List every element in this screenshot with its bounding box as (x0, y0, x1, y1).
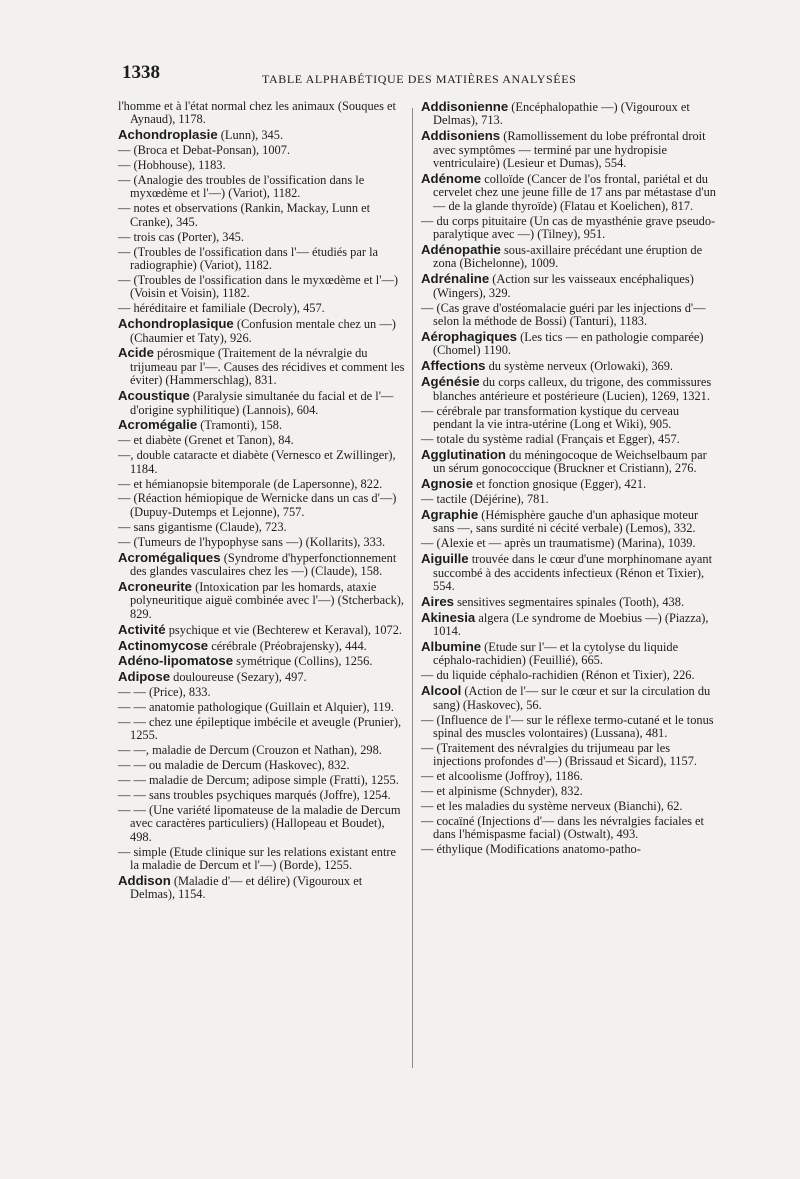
index-entry: — — (Price), 833. (118, 685, 211, 700)
index-headword: Achondroplasie (118, 127, 218, 143)
index-entry: — (Réaction hémiopique de Wernicke dans un cas d'—) (Dupuy-Dutemps et Lejonne), 757. (118, 491, 397, 519)
index-entry: Actinomycose cérébrale (Préobrajensky), 444. (118, 637, 367, 653)
index-entry: Agénésie du corps calleux, du trigone, des commissures blanches antérieure et postérieure (Lucien), 1269, 1321. (421, 374, 712, 403)
index-headword: Albumine (421, 639, 482, 655)
index-entry: — cocaïné (Injections d'— dans les névralgies faciales et dans l'hémispasme facial) (Ostwalt), 493. (421, 813, 704, 842)
index-column-left (118, 100, 408, 903)
index-entry: Adénopathie sous-axillaire précédant une éruption de zona (Bichelonne), 1009. (421, 242, 703, 271)
index-entry: — et les maladies du système nerveux (Bianchi), 62. (421, 799, 683, 813)
index-headword: Adrénaline (421, 271, 490, 287)
index-headword: Actinomycose (118, 637, 209, 653)
index-entry: — —, maladie de Dercum (Crouzon et Nathan), 298. (118, 743, 382, 758)
index-entry: Acide pérosmique (Traitement de la névralgie du trijumeau par l'—. Causes des récidives et comment les éviter) (Hammerschlag), 831. (118, 345, 405, 388)
index-headword: Addisonienne (421, 99, 509, 114)
index-headword: Aiguille (421, 551, 469, 567)
index-entry: — — sans troubles psychiques marqués (Joffre), 1254. (118, 788, 391, 803)
index-entry: — (Influence de l'— sur le réflexe termo-cutané et le tonus spinal des muscles volontaires) (Lussana), 481. (421, 712, 714, 740)
index-entry: — — (Une variété lipomateuse de la maladie de Dercum avec caractères particuliers) (Hallopeau et Boudet), 498. (118, 803, 401, 844)
index-headword: Aires (421, 593, 454, 609)
index-entry: — cérébrale par transformation kystique du cerveau pendant la vie intra-utérine (Long et Wiki), 905. (421, 403, 680, 431)
index-entry: Akinesia algera (Le syndrome de Moebius —) (Piazza), 1014. (421, 609, 709, 639)
index-entry: Aérophagiques (Les tics — en pathologie comparée) (Chomel) 1190. (421, 329, 704, 358)
index-entry: — (Hobhouse), 1183. (118, 158, 226, 173)
index-entry: Acoustique (Paralysie simultanée du facial et de l'— d'origine syphilitique) (Lannois), 604. (118, 388, 394, 417)
index-entry: Agnosie et fonction gnosique (Egger), 421. (421, 476, 647, 492)
index-entry: — et hémianopsie bitemporale (de Lapersonne), 822. (118, 476, 383, 491)
index-entry: — du corps pituitaire (Un cas de myasthénie grave pseudo-paralytique avec —) (Tilney), 951. (421, 213, 716, 242)
index-entry: — totale du système radial (Français et Egger), 457. (421, 431, 680, 446)
index-entry: Adipose douloureuse (Sezary), 497. (118, 669, 307, 685)
index-entry: Addisoniens (Ramollissement du lobe préfrontal droit avec symptômes — terminé par une hydropisie ventriculaire) (Lesieur et Dumas), 554. (421, 128, 706, 171)
index-entry: Aires sensitives segmentaires spinales (Tooth), 438. (421, 593, 685, 609)
index-entry: l'homme et à l'état normal chez les animaux (Souques et Aynaud), 1178. (118, 99, 397, 127)
index-entry: — notes et observations (Rankin, Mackay, Lunn et Cranke), 345. (118, 201, 371, 229)
index-headword: Adéno-lipomatose (118, 653, 234, 669)
index-entry: Activité psychique et vie (Bechterew et Keraval), 1072. (118, 621, 403, 637)
index-headword: Addison (118, 873, 171, 889)
index-headword: Activité (118, 621, 166, 637)
index-entry: Adénome colloïde (Cancer de l'os frontal, pariétal et du cervelet chez une jeune fille de 17 ans par métastase d'un — de la glande thyroïde) (Flatau et Koelichen), 817. (421, 171, 716, 213)
index-entry: — — chez une épileptique imbécile et aveugle (Prunier), 1255. (118, 715, 402, 743)
index-entry: — (Traitement des névralgies du trijumeau par les injections profondes d'—) (Brissaud et Sicard), 1157. (421, 740, 697, 769)
index-entry: Agglutination du méningocoque de Weichselbaum par un sérum gonococcique (Bruckner et Cristiann), 276. (421, 446, 707, 476)
index-entry: Adéno-lipomatose symétrique (Collins), 1256. (118, 653, 373, 669)
index-headword: Acide (118, 345, 154, 361)
running-title: TABLE ALPHABÉTIQUE DES MATIÈRES ANALYSÉES (262, 72, 577, 86)
index-headword: Affections (421, 358, 486, 374)
index-entry: Adrénaline (Action sur les vaisseaux encéphaliques) (Wingers), 329. (421, 271, 694, 300)
index-entry: — (Cas grave d'ostéomalacie guéri par les injections d'— selon la méthode de Bossi) (Tanturi), 1183. (421, 300, 706, 329)
index-entry: — et alpinisme (Schnyder), 832. (421, 784, 583, 799)
index-entry: — (Analogie des troubles de l'ossification dans le myxœdème et l'—) (Variot), 1182. (118, 173, 365, 201)
index-entry: — simple (Etude clinique sur les relations existant entre la maladie de Dercum et l'—) (Borde), 1255. (118, 844, 397, 873)
index-headword: Adénopathie (421, 242, 501, 258)
index-headword: Agénésie (421, 374, 480, 390)
index-entry: Acromégalie (Tramonti), 158. (118, 417, 283, 433)
index-entry: Aiguille trouvée dans le cœur d'une morphinomane ayant succombé à des accidents infectieux (Rénon et Tixier), 554. (421, 551, 713, 593)
index-entry: Acromégaliques (Syndrome d'hyperfonctionnement des glandes vasculaires chez les —) (Claude), 158. (118, 549, 397, 578)
index-headword: Acroneurite (118, 578, 193, 594)
index-headword: Agglutination (421, 446, 506, 462)
index-entry: Achondroplasie (Lunn), 345. (118, 127, 284, 143)
index-headword: Agraphie (421, 506, 479, 522)
index-entry: — et diabète (Grenet et Tanon), 84. (118, 433, 294, 448)
index-entry: Affections du système nerveux (Orlowaki), 369. (421, 358, 674, 374)
index-headword: Aérophagiques (421, 329, 517, 344)
index-entry: — héréditaire et familiale (Decroly), 457. (118, 301, 325, 316)
index-entry: Addison (Maladie d'— et délire) (Vigouroux et Delmas), 1154. (118, 873, 363, 902)
index-headword: Alcool (421, 683, 462, 699)
index-entry: — (Troubles de l'ossification dans l'— étudiés par la radiographie) (Variot), 1182. (118, 244, 379, 272)
index-headword: Adénome (421, 171, 482, 187)
index-entry: — — maladie de Dercum; adipose simple (Fratti), 1255. (118, 773, 399, 788)
index-headword: Acromégaliques (118, 549, 221, 565)
page-number: 1338 (122, 62, 160, 83)
index-headword: Akinesia (421, 609, 476, 625)
index-headword: Acoustique (118, 388, 190, 404)
index-entry: —, double cataracte et diabète (Vernesco et Zwillinger), 1184. (118, 448, 396, 476)
index-entry: — (Tumeurs de l'hypophyse sans —) (Kollarits), 333. (118, 534, 386, 549)
index-headword: Acromégalie (118, 417, 198, 433)
index-headword: Adipose (118, 669, 171, 685)
index-entry: Agraphie (Hémisphère gauche d'un aphasique moteur sans —, sans surdité ni cécité verbale) (Lemos), 332. (421, 506, 699, 536)
index-entry: Albumine (Etude sur l'— et la cytolyse du liquide céphalo-rachidien) (Feuillié), 665. (421, 639, 679, 668)
index-column-right (421, 100, 721, 858)
index-entry: — tactile (Déjérine), 781. (421, 491, 549, 506)
column-divider (412, 108, 413, 1068)
index-headword: Addisoniens (421, 128, 501, 144)
index-entry: — trois cas (Porter), 345. (118, 229, 244, 244)
index-entry: Achondroplasique (Confusion mentale chez un —) (Chaumier et Taty), 926. (118, 316, 396, 345)
index-entry: — — anatomie pathologique (Guillain et Alquier), 119. (118, 700, 394, 715)
index-entry: — et alcoolisme (Joffroy), 1186. (421, 769, 583, 784)
index-entry: Addisonienne (Encéphalopathie —) (Vigouroux et Delmas), 713. (421, 99, 690, 128)
index-entry: Acroneurite (Intoxication par les homards, ataxie polyneuritique aiguë combinée avec l'—) (Stcherback), 829. (118, 578, 405, 621)
index-entry: — du liquide céphalo-rachidien (Rénon et Tixier), 226. (421, 668, 695, 683)
index-entry: — (Broca et Debat-Ponsan), 1007. (118, 143, 291, 158)
index-entry: — sans gigantisme (Claude), 723. (118, 519, 287, 534)
index-entry: — — ou maladie de Dercum (Haskovec), 832. (118, 758, 350, 773)
index-headword: Achondroplasique (118, 316, 234, 332)
index-entry: — éthylique (Modifications anatomo-patho- (421, 842, 641, 857)
index-entry: Alcool (Action de l'— sur le cœur et sur la circulation du sang) (Haskovec), 56. (421, 683, 711, 712)
page-header (122, 62, 740, 92)
index-entry: — (Troubles de l'ossification dans le myxœdème et l'—) (Voisin et Voisin), 1182. (118, 272, 398, 301)
index-headword: Agnosie (421, 476, 474, 492)
index-entry: — (Alexie et — après un traumatisme) (Marina), 1039. (421, 536, 696, 551)
